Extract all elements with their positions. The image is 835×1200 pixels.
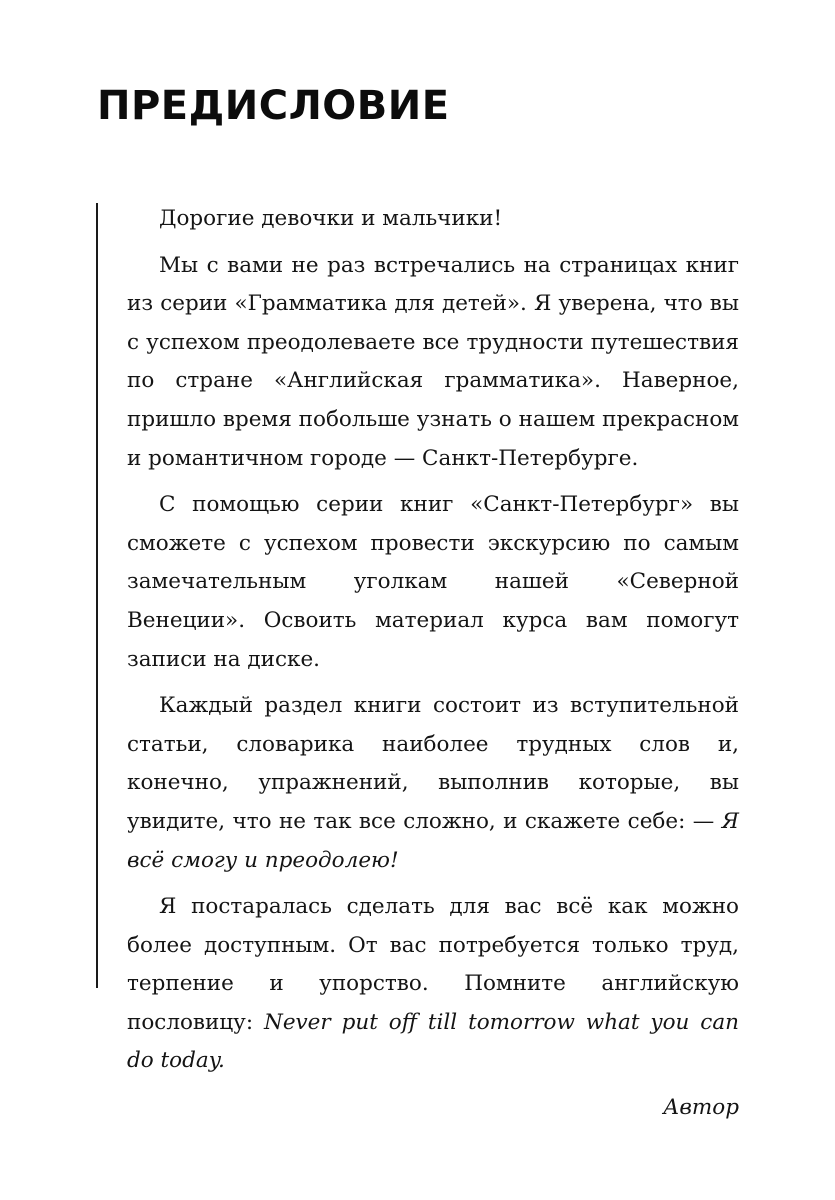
paragraph-book-structure xyxy=(127,687,739,880)
paragraph-book-structure-text: Каждый раздел книги состоит из вступительной статьи, словарика наиболее трудных слов и, конечно, упражнений, выполнив которые, вы увидите, что не так все сложно, и скажете себе: — xyxy=(127,693,739,834)
author-signature: Автор xyxy=(663,1095,739,1121)
english-proverb: Never put off till tomorrow what you can do today. xyxy=(127,1009,740,1074)
paragraph-proverb xyxy=(127,888,739,1081)
paragraph-series-intro: Мы с вами не раз встречались на страницах книг из серии «Грамматика для детей». Я уверена, что вы с успехом преодолеваете все трудности путешествия по стране «Английская грамматика». Наверное, пришло время побольше узнать о нашем прекрасном и романтичном городе — Санкт-Петербурге. xyxy=(127,252,739,471)
motivational-quote: Я всё смогу и преодолею! xyxy=(127,808,739,873)
margin-rule xyxy=(96,203,98,988)
greeting-paragraph: Дорогие девочки и мальчики! xyxy=(159,206,503,231)
paragraph-book-series: С помощью серии книг «Санкт-Петербург» вы сможете с успехом провести экскурсию по самым замечательным уголкам нашей «Северной Венеции». Освоить материал курса вам помогут записи на диске. xyxy=(127,492,739,672)
page-title: ПРЕДИСЛОВИЕ xyxy=(97,83,450,129)
paragraph-proverb-text: Я постаралась сделать для вас всё как можно более доступным. От вас потребуется только труд, терпение и упорство. Помните английскую пословицу: xyxy=(127,894,739,1035)
preface-body xyxy=(127,200,739,1128)
